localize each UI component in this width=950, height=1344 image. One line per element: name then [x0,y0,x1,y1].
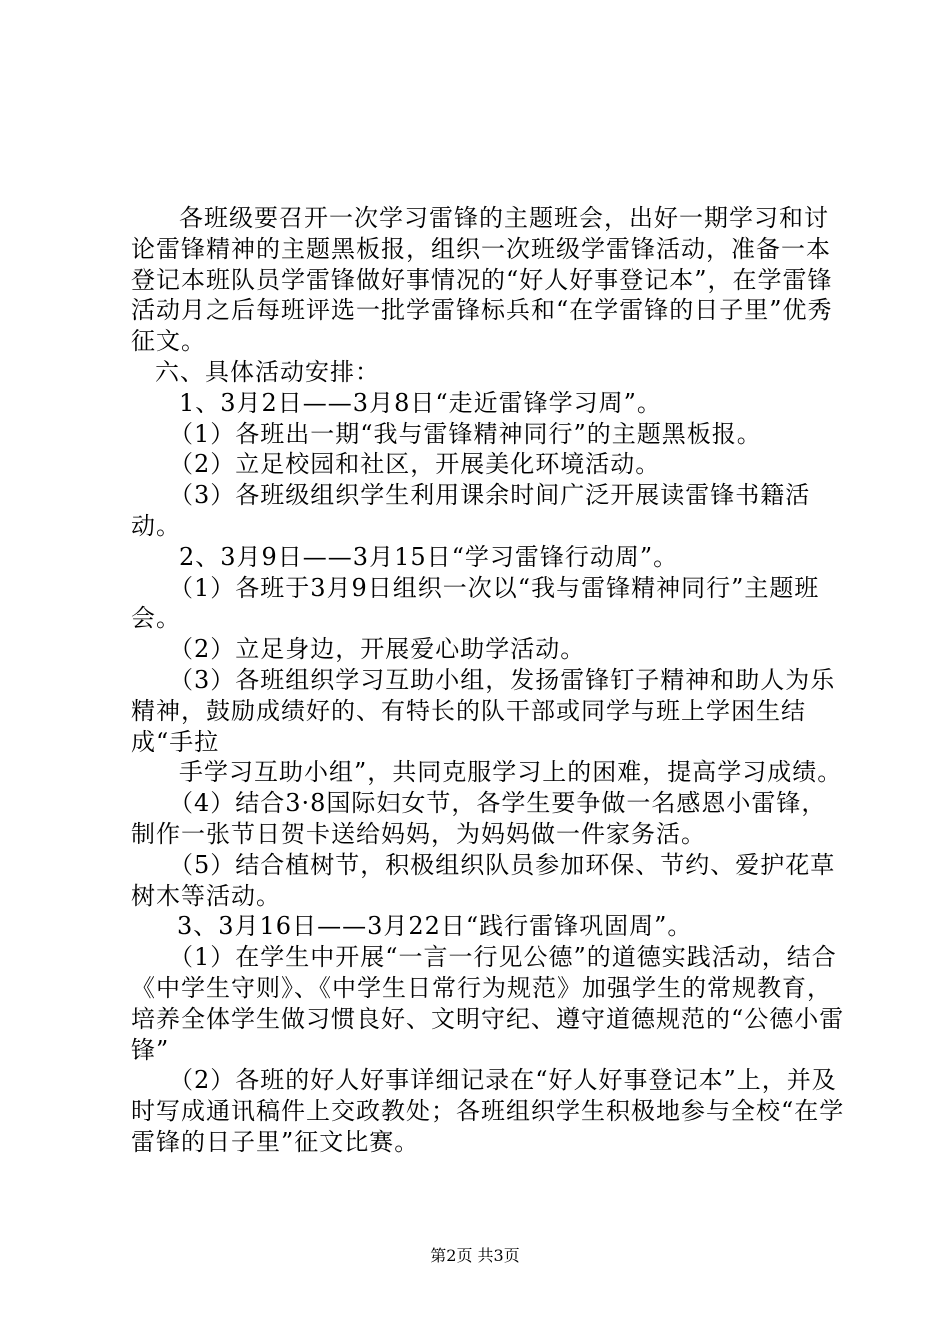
week-1-title: 1、3月2日——3月8日“走近雷锋学习周”。 [179,388,662,417]
week-3-item-2: （2）各班的好人好事详细记录在“好人好事登记本”上，并及时写成通讯稿件上交政教处；各班组织学生积极地参与全校“在学雷锋的日子里”征文比赛。 [131,1066,845,1156]
week-2-item-5: （5）结合植树节，积极组织队员参加环保、节约、爱护花草树木等活动。 [131,850,836,910]
week-2-item-2: （2）立足身边，开展爱心助学活动。 [169,635,586,664]
paragraph-class-meeting: 各班级要召开一次学习雷锋的主题班会，出好一期学习和讨论雷锋精神的主题黑板报，组织一次班级学雷锋活动，准备一本登记本班队员学雷锋做好事情况的“好人好事登记本”，在学雷锋活动月之后每班评选一批学雷锋标兵和“在学雷锋的日子里”优秀征文。 [131,204,833,356]
week-3-title: 3、3月16日——3月22日“践行雷锋巩固周”。 [177,912,693,941]
heading-activity-schedule: 六、具体活动安排： [155,357,380,386]
week-3-item-1: （1）在学生中开展“一言一行见公德”的道德实践活动，结合《中学生守则》、《中学生日常行为规范》加强学生的常规教育，培养全体学生做习惯良好、文明守纪、遵守道德规范的“公德小雷锋” [131,943,845,1064]
week-1-item-3: （3）各班级组织学生利用课余时间广泛开展读雷锋书籍活动。 [131,481,811,540]
week-2-item-4: （4）结合3·8国际妇女节，各学生要争做一名感恩小雷锋，制作一张节日贺卡送给妈妈，为妈妈做一件家务活。 [131,789,827,848]
week-2-item-3: （3）各班组织学习互助小组，发扬雷锋钉子精神和助人为乐精神，鼓励成绩好的、有特长的队干部或同学与班上学困生结成“手拉 [131,665,836,756]
week-2-title: 2、3月9日——3月15日“学习雷锋行动周”。 [179,542,679,571]
week-1-item-2: （2）立足校园和社区，开展美化环境活动。 [169,450,661,479]
week-2-item-1: （1）各班于3月9日组织一次以“我与雷锋精神同行”主题班会。 [131,573,820,633]
week-2-item-3-continued: 手学习互助小组”，共同克服学习上的困难，提高学习成绩。 [179,758,843,787]
page-footer: 第2页 共3页 [430,1246,520,1265]
week-1-item-1: （1）各班出一期“我与雷锋精神同行”的主题黑板报。 [169,419,762,448]
document-body [131,203,851,1158]
